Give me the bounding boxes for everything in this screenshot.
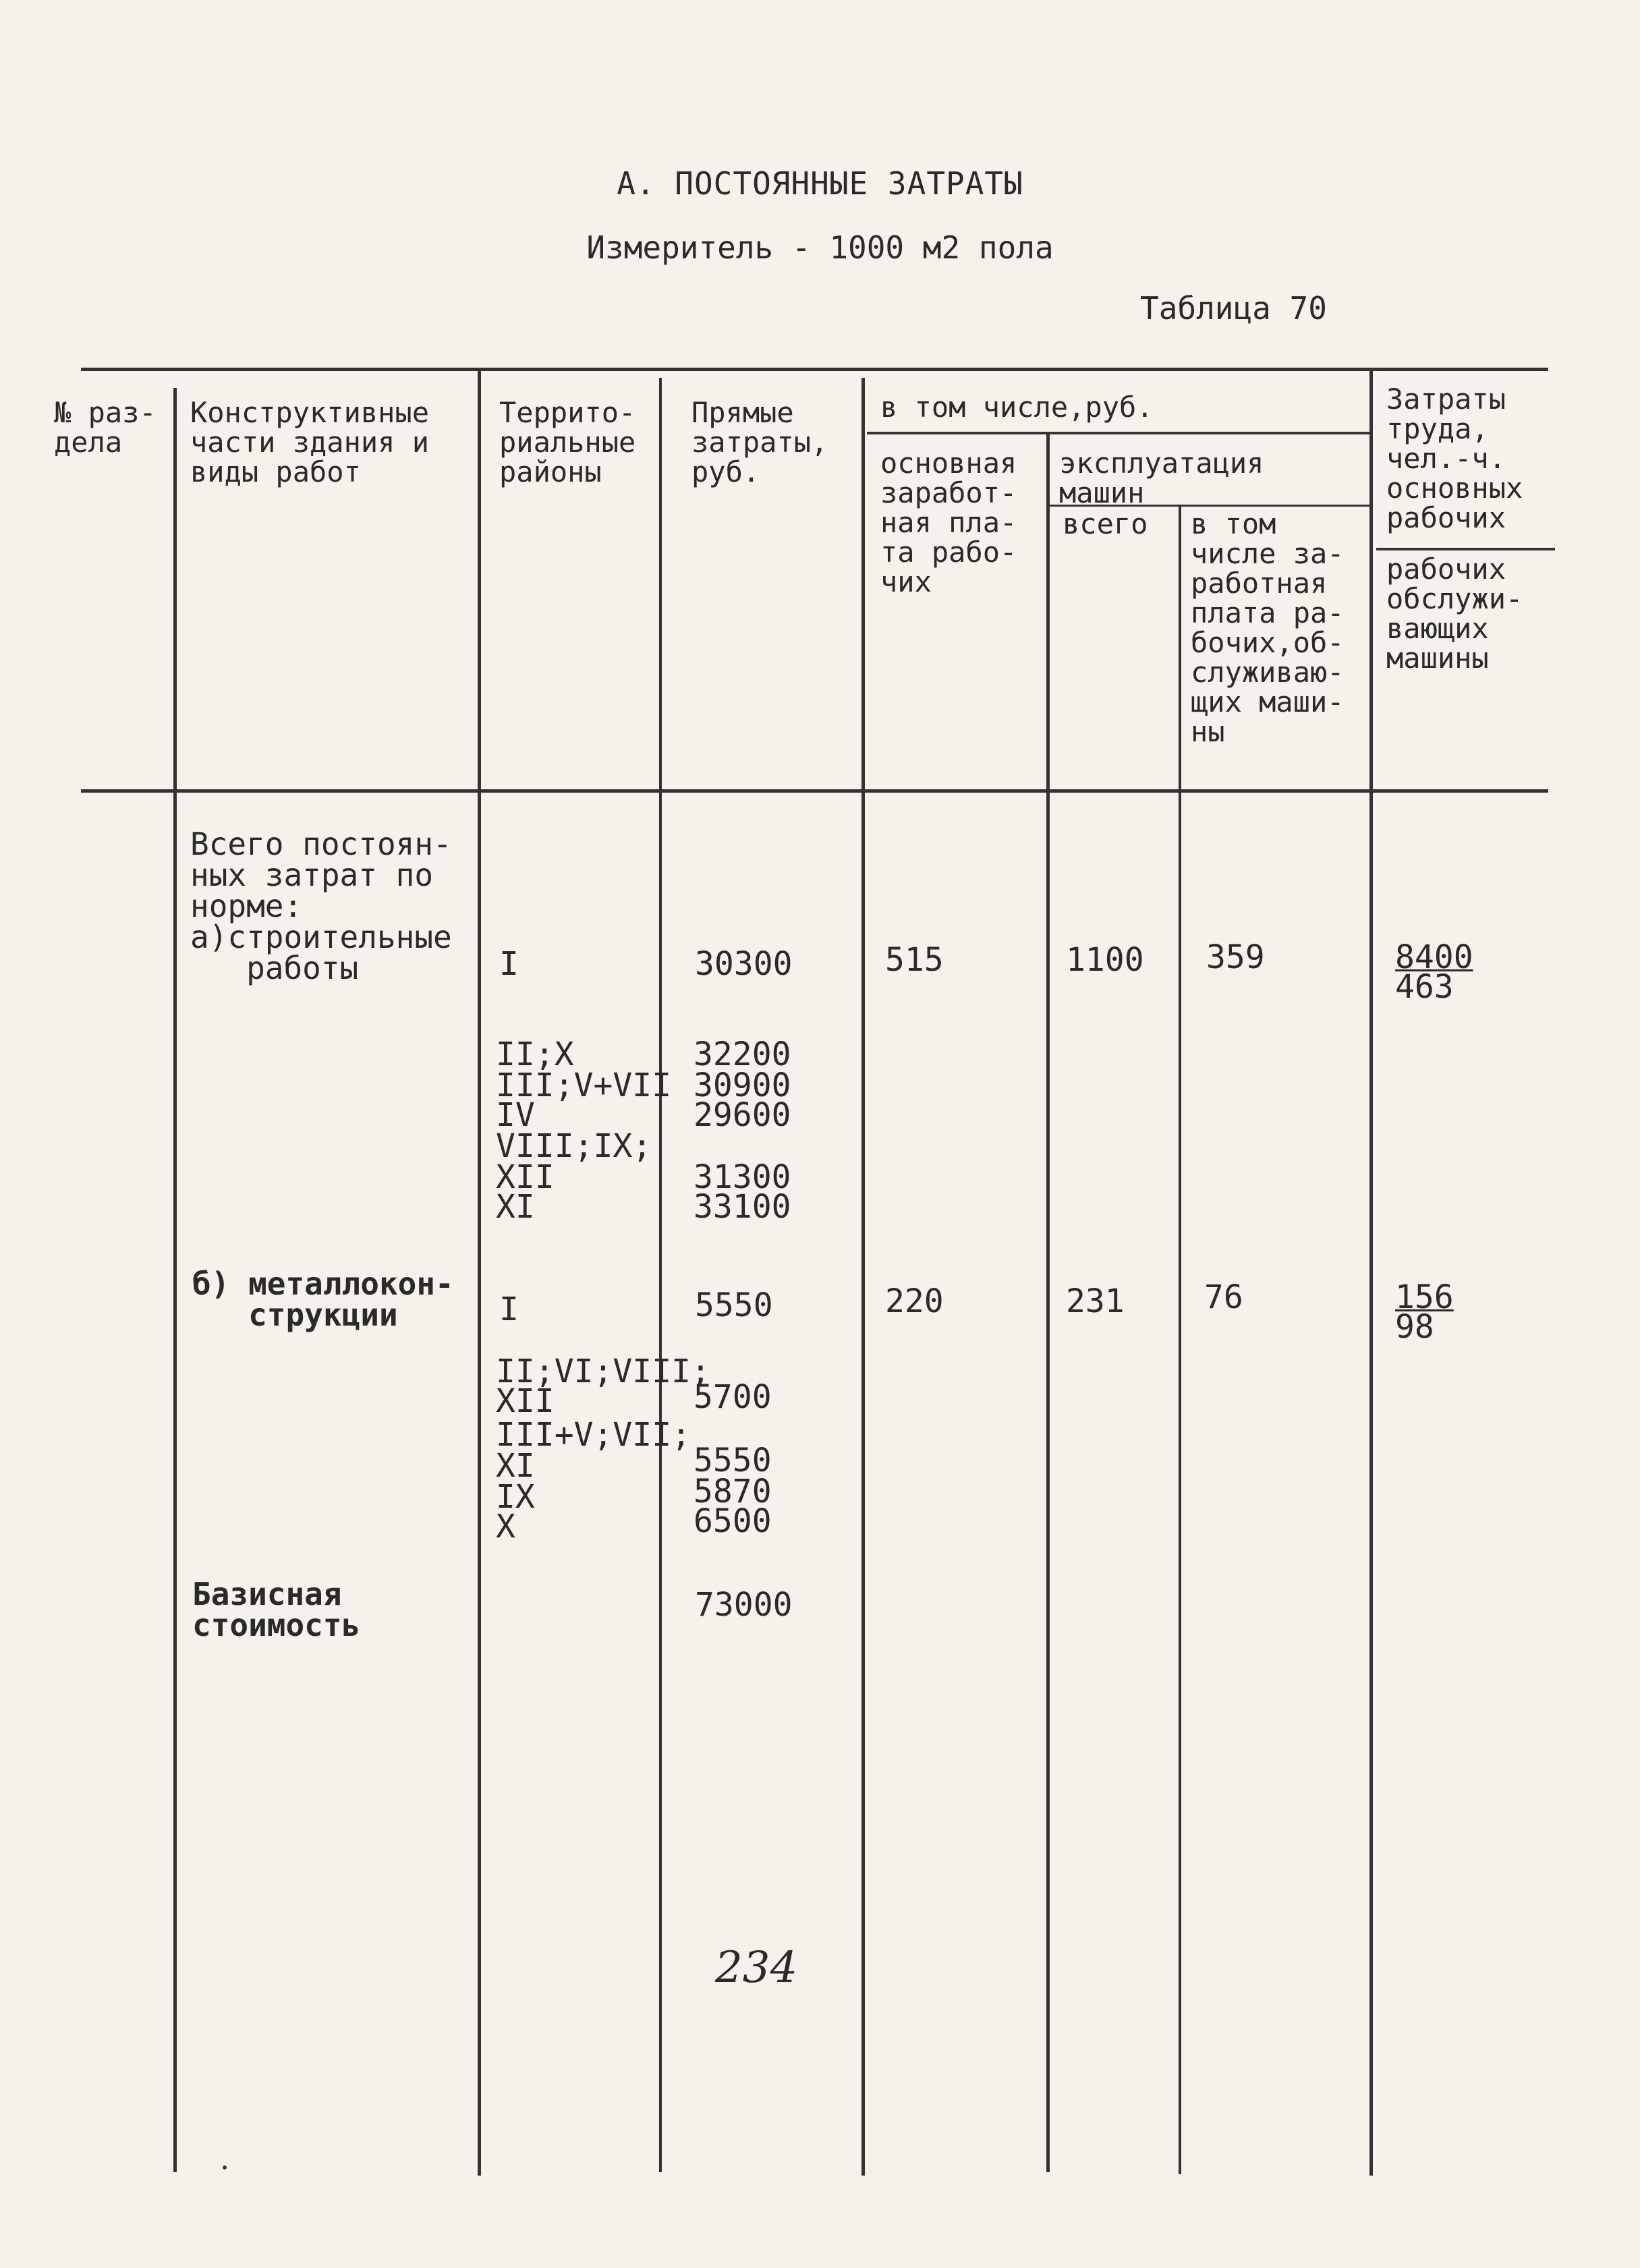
header-bottom-rule	[81, 789, 1548, 793]
direct-cost: 6500	[694, 1502, 772, 1540]
region: IV	[496, 1096, 535, 1134]
construction-works-label: а)строительные работы	[190, 919, 452, 986]
col-rule-2	[478, 368, 481, 2176]
table-number: Таблица 70	[1140, 290, 1327, 327]
stray-mark	[223, 2165, 227, 2170]
region: III+V;VII;	[496, 1416, 691, 1454]
machine-total-value: 231	[1066, 1282, 1125, 1320]
direct-cost: 30300	[695, 945, 793, 983]
header-section: № раз- дела	[54, 396, 157, 459]
metal-structures-label: б) металлокон- струкции	[192, 1266, 454, 1333]
region: I	[499, 945, 519, 983]
page-number: 234	[715, 1943, 798, 1993]
header-direct-costs: Прямые затраты, руб.	[691, 396, 828, 488]
col-rule-5	[1046, 432, 1050, 2172]
meter-line: Измеритель - 1000 м2 пола	[586, 229, 1054, 266]
labor-machine-value: 98	[1395, 1308, 1434, 1346]
including-subrule	[867, 432, 1373, 434]
region: XII	[496, 1382, 555, 1420]
direct-cost: 33100	[694, 1188, 791, 1226]
region: II;X	[496, 1036, 574, 1073]
header-labor: Затраты труда, чел.-ч. основных рабочих	[1386, 382, 1523, 534]
header-regions: Террито- риальные районы	[499, 396, 636, 488]
labor-machine-value: 463	[1395, 968, 1454, 1006]
page-title: А. ПОСТОЯННЫЕ ЗАТРАТЫ	[617, 165, 1023, 202]
header-machine-total: всего	[1063, 507, 1148, 540]
region: XI	[496, 1188, 535, 1226]
col-rule-3	[659, 378, 662, 2172]
col-rule-7	[1369, 368, 1373, 2176]
region: I	[499, 1291, 519, 1328]
total-fixed-costs-label: Всего постоян- ных затрат по норме:	[190, 826, 452, 924]
direct-cost: 32200	[694, 1036, 791, 1073]
region: III;V+VII	[496, 1067, 672, 1104]
base-cost-label: Базисная стоимость	[192, 1576, 361, 1643]
header-base-wage: основная заработ- ная пла- та рабо- чих	[880, 447, 1017, 598]
region: II;VI;VIII;	[496, 1353, 710, 1390]
direct-cost: 5700	[694, 1378, 772, 1416]
direct-cost: 5550	[694, 1442, 772, 1479]
header-machine-wage: в том числе за- работная плата ра- бочих,об- служиваю- щих маши- ны	[1191, 507, 1345, 748]
region: VIII;IX;	[496, 1127, 652, 1165]
region: XII	[496, 1158, 555, 1196]
machine-total-value: 1100	[1066, 941, 1144, 979]
labor-main-value: 8400	[1395, 938, 1473, 976]
machine-wage-value: 76	[1204, 1278, 1243, 1316]
base-wage-value: 515	[885, 941, 944, 979]
labor-main-value: 156	[1395, 1278, 1454, 1316]
direct-cost: 29600	[694, 1096, 791, 1134]
region: XI	[496, 1447, 535, 1485]
direct-cost: 30900	[694, 1067, 791, 1104]
header-machine-operation: эксплуатация машин	[1059, 447, 1264, 509]
labor-divider-rule	[1376, 548, 1555, 550]
machine-wage-value: 359	[1206, 938, 1265, 976]
col-rule-6	[1179, 505, 1181, 2174]
col-rule-4	[861, 378, 865, 2176]
direct-cost: 31300	[694, 1158, 791, 1196]
region: X	[496, 1508, 515, 1546]
col-rule-1	[173, 388, 177, 2172]
base-wage-value: 220	[885, 1282, 944, 1320]
direct-cost: 5550	[695, 1286, 773, 1324]
header-including: в том числе,руб.	[880, 391, 1154, 424]
header-labor-machine: рабочих обслужи- вающих машины	[1386, 552, 1523, 675]
header-parts: Конструктивные части здания и виды работ	[190, 396, 430, 488]
table-top-rule	[81, 368, 1548, 371]
base-cost-value: 73000	[695, 1586, 793, 1624]
direct-cost: 5870	[694, 1473, 772, 1510]
region: IX	[496, 1478, 535, 1516]
